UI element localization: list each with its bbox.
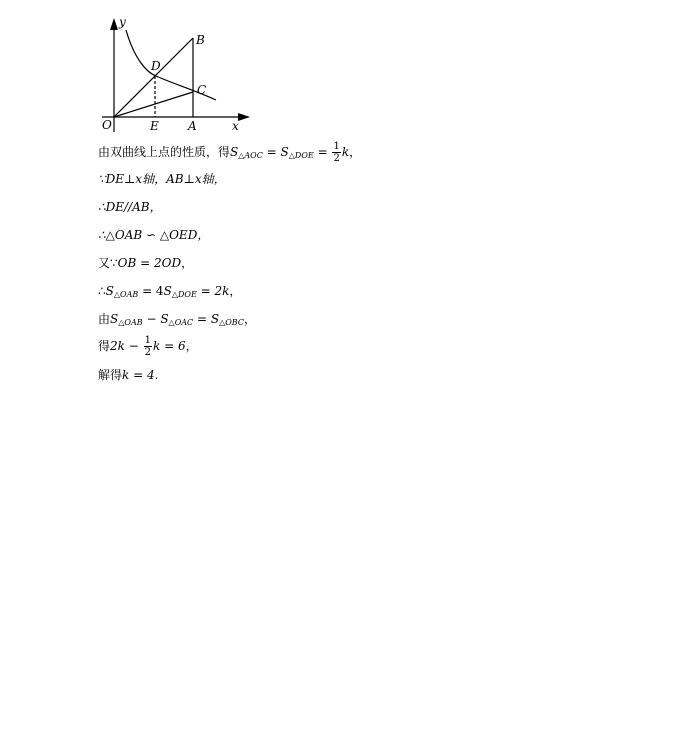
line1-frac-num: 1 [333,141,340,152]
solution-line-9 [98,367,158,383]
line1-sub1: △AOC [238,151,263,160]
line7-sub3: △OBC [219,318,244,327]
line7-op2: = [193,312,211,326]
line1-sub2: △DOE [288,151,314,160]
line1-s1: S [230,145,239,159]
solution-line-1 [98,140,361,168]
label-x: x [232,119,239,133]
line7-sub1: △OAB [118,318,143,327]
solution-line-7 [98,311,256,331]
line8-pre: 得 [98,339,111,353]
line1-eq2: = [313,145,332,159]
line1-text: 由双曲线上点的性质，得 [98,145,231,159]
line8-a: 2k − [110,339,143,353]
geometry-figure [96,12,256,136]
solution-line-8 [98,334,198,358]
line6-sub2: △DOE [171,290,197,299]
line6-s2: S [163,284,172,298]
line9-pre: 解得 [98,368,123,382]
line1-eq: = [262,145,281,159]
solution-line-3: ∴DE//AB， [98,200,162,214]
line6-mid: = 4 [138,284,164,298]
line1-s2: S [280,145,289,159]
segment-ob [114,38,193,117]
line8-frac-num: 1 [144,335,151,346]
line5-end: ， [181,256,194,270]
line7-op1: − [142,312,161,326]
line7-s2: S [160,312,169,326]
label-d: D [151,59,161,73]
label-a: A [188,119,197,133]
line7-s1: S [110,312,119,326]
line7-s3: S [210,312,220,326]
line7-sub2: △OAC [168,318,194,327]
label-o: O [102,118,112,132]
line1-frac-den: 2 [333,153,340,164]
line7-pre: 由 [98,312,111,326]
line6-end: ， [229,284,242,298]
y-axis-arrow-icon [110,18,118,30]
line6-sub1: △OAB [113,290,139,299]
line6-rest: = 2k [196,284,230,298]
line5-pre: 又∵ [98,256,118,270]
solution-line-5 [98,255,193,271]
solution-line-4: ∴△OAB ∽ △OED， [98,228,210,242]
line1-end: ， [349,145,362,159]
solution-line-2: ∵DE⊥x轴，AB⊥x轴， [98,172,226,186]
line7-end: ， [243,312,256,326]
line8-end: ， [185,339,198,353]
label-c: C [197,83,207,97]
line6-pre: ∴ [98,284,106,298]
label-y: y [119,15,126,29]
line8-frac-den: 2 [144,347,151,358]
solution-line-6 [98,283,241,303]
line9-end: . [154,368,159,382]
line1-k: k [341,145,350,159]
label-b: B [196,33,205,47]
line5-expr: OB = 2OD [117,256,182,270]
line8-b: k = 6 [152,339,186,353]
line1-fraction [332,141,340,164]
line6-s1: S [105,284,114,298]
line9-expr: k = 4 [122,368,155,382]
label-e: E [150,119,159,133]
x-axis-arrow-icon [238,113,250,121]
line8-fraction [144,335,152,358]
